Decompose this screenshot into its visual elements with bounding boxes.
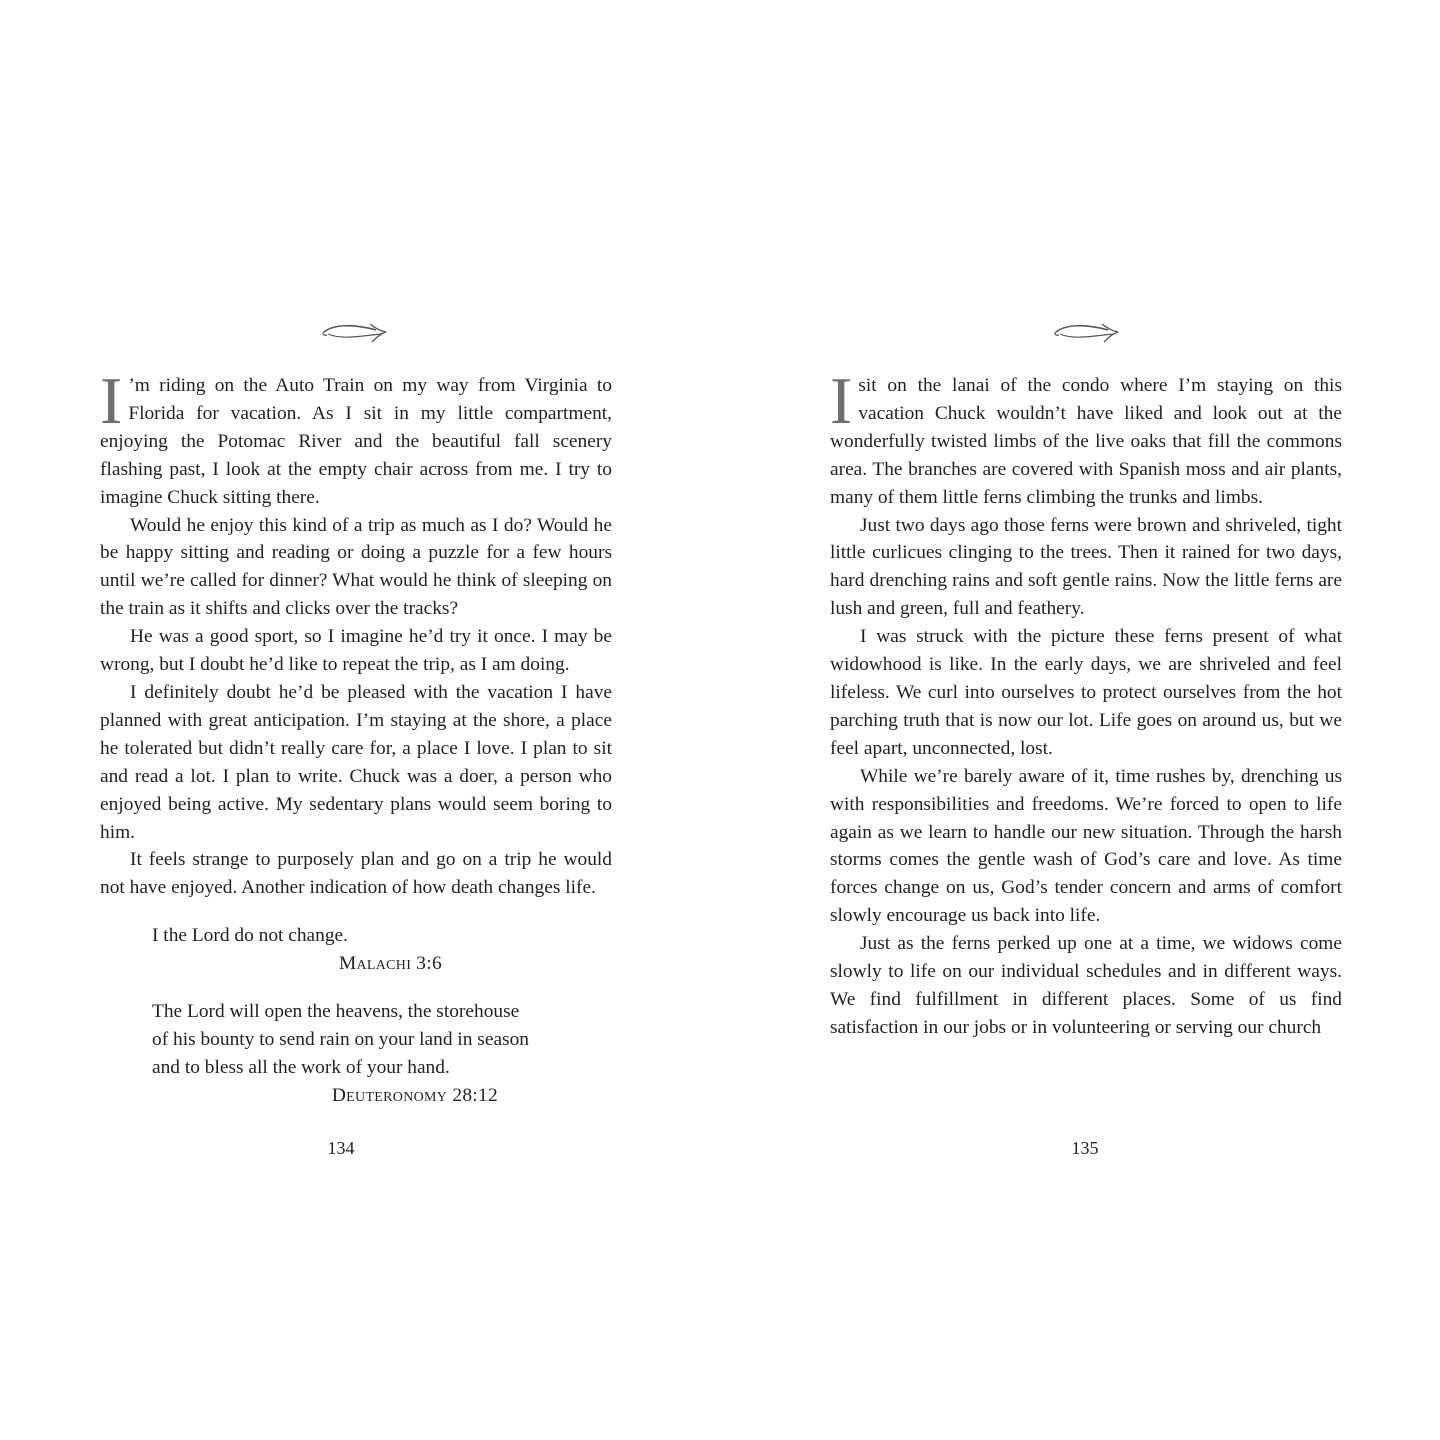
left-page [100,0,612,1440]
paragraph: While we’re barely aware of it, time rushes by, drenching us with responsibilities and freedoms. We’re forced to open to life again as we learn to handle our new situation. Through the harsh storms comes the gentle wash of God’s care and love. As time forces change on us, God’s tender concern and arms of comfort slowly encourage us back into life. [830,765,1342,927]
scripture-quote [152,998,572,1110]
paragraph: I definitely doubt he’d be pleased with the vacation I have planned with great anticipation. I’m staying at the shore, a place he tolerated but didn’t really care for, a place I love. I plan to sit and read a lot. I plan to write. Chuck was a doer, a person who enjoyed being active. My sedentary plans would seem boring to him. [100,681,612,843]
paragraph-text: ’m riding on the Auto Train on my way from Virginia to Florida for vacation. As I sit in my little compartment, enjoying the Potomac River and the beautiful fall scenery flashing past, I look at the empty chair across from me. I try to imagine Chuck sitting there. [100,375,612,508]
scripture-line: The Lord will open the heavens, the storehouse [152,1001,520,1022]
paragraph [830,364,1342,512]
scripture-reference: Malachi 3:6 [338,952,442,974]
paragraph-text: sit on the lanai of the condo where I’m staying on this vacation Chuck wouldn’t have liked and look out at the wonderfully twisted limbs of the live oaks that fill the commons area. The branches are covered with Spanish moss and air plants, many of them little ferns climbing the trunks and limbs. [830,375,1342,508]
scripture-reference: Deuteronomy 28:12 [331,1084,498,1106]
scripture-line: I the Lord do not change. [152,925,348,946]
paragraph: Just two days ago those ferns were brown and shriveled, tight little curlicues clinging to the trees. Then it rained for two days, hard drenching rains and soft gentle rains. Now the little ferns are lush and green, full and feathery. [830,514,1342,620]
right-body-text [830,364,1342,1042]
drop-cap: I [100,364,123,438]
scripture-line: and to bless all the work of your hand. [152,1056,450,1078]
paragraph: Just as the ferns perked up one at a time, we widows come slowly to life on our individual schedules and in different ways. We find fulfillment in different places. Some of us find satisfaction in our jobs or in volunteering or serving our church [830,933,1342,1038]
drop-cap: I [830,364,853,438]
paragraph: Would he enjoy this kind of a trip as much as I do? Would he be happy sitting and reading or doing a puzzle for a few hours until we’re called for dinner? What would he think of sleeping on the train as it shifts and clicks over the tracks? [100,514,612,620]
right-page [830,0,1342,1440]
paragraph: It feels strange to purposely plan and go on a trip he would not have enjoyed. Another indication of how death changes life. [100,849,612,899]
paragraph: I was struck with the picture these ferns present of what widowhood is like. In the early days, we are shriveled and feel lifeless. We curl into ourselves to protect ourselves from the hot parching truth that is now our lot. Life goes on around us, but we feel apart, unconnected, lost. [830,626,1342,759]
flourish-ornament-icon [1052,318,1122,346]
paragraph: He was a good sport, so I imagine he’d try it once. I may be wrong, but I doubt he’d like to repeat the trip, as I am doing. [100,626,612,676]
scripture-line: of his bounty to send rain on your land in season [152,1028,529,1050]
paragraph [100,364,612,512]
flourish-ornament-icon [320,318,390,346]
left-body-text [100,364,612,902]
page-number: 134 [327,1138,355,1158]
page-number: 135 [1071,1138,1099,1158]
scripture-quote [152,922,572,978]
